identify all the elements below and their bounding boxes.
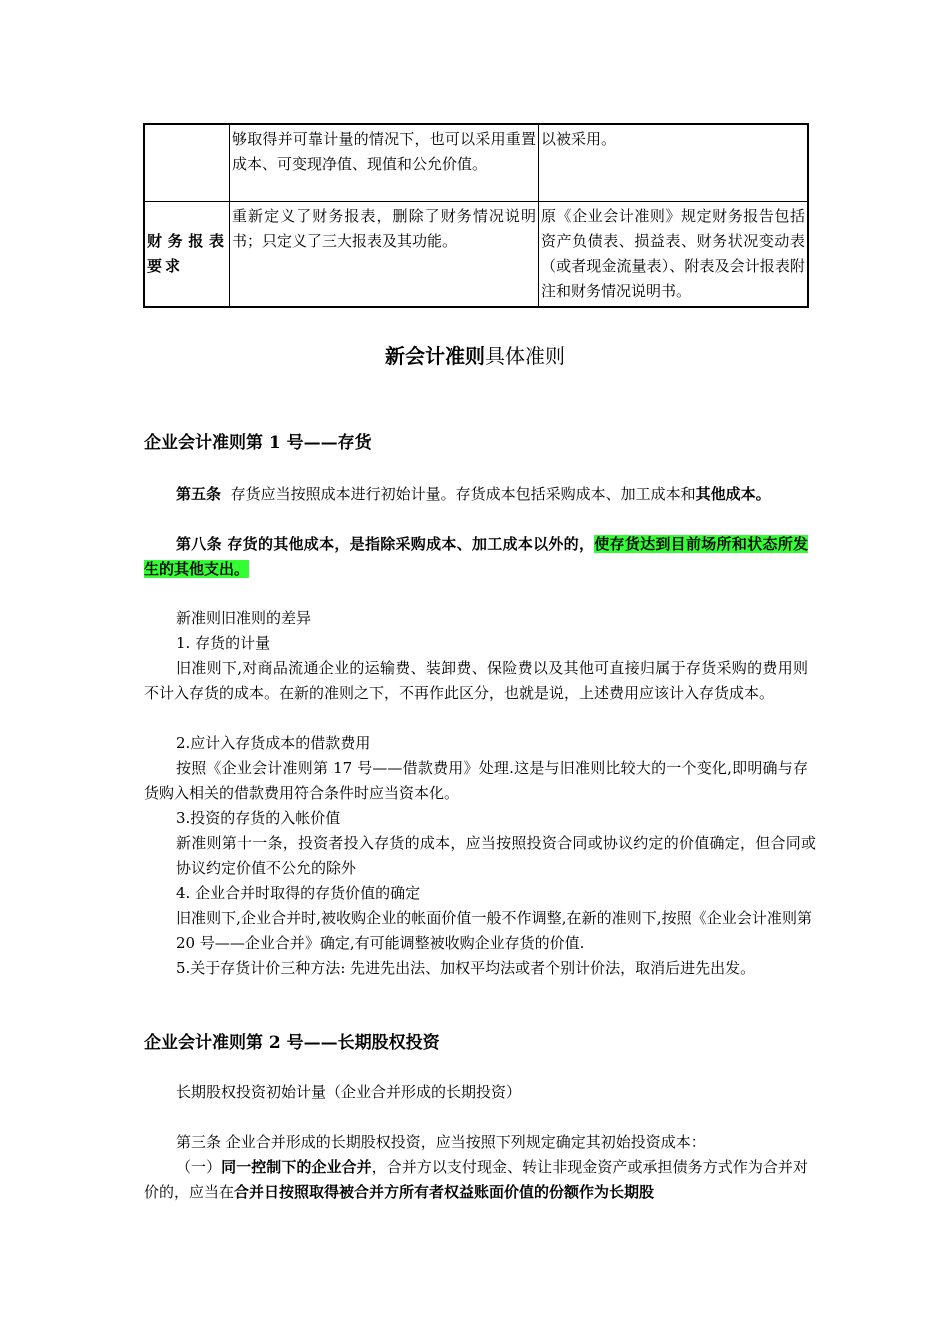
- item-2-text: 按照《企业会计准则第 17 号——借款费用》处理.这是与旧准则比较大的一个变化,即明确与存货购入相关的借款费用符合条件时应当资本化。: [144, 759, 808, 802]
- article-5: [144, 482, 808, 507]
- row-label: [145, 125, 230, 202]
- row-label: 财务报表要求: [145, 202, 230, 307]
- article-8-bold: 第八条 存货的其他成本，是指除采购成本、加工成本以外的，: [176, 535, 595, 553]
- item-3-title: 3.投资的存货的入帐价值: [176, 809, 341, 827]
- section-2-subtitle: 长期股权投资初始计量（企业合并形成的长期投资）: [176, 1083, 522, 1101]
- item-1-marker: （一）: [176, 1158, 222, 1176]
- old-standard-cell: 原《企业会计准则》规定财务报告包括资产负债表、损益表、财务状况变动表（或者现金流量表）、附表及会计报表附注和财务情况说明书。: [539, 202, 808, 307]
- item-3-text: 新准则第十一条，投资者投入存货的成本，应当按照投资合同或协议约定的价值确定，但合同或协议约定价值不公允的除外: [176, 834, 816, 877]
- new-standard-cell: 重新定义了财务报表，删除了财务情况说明书；只定义了三大报表及其功能。: [230, 202, 539, 307]
- new-standard-cell: 够取得并可靠计量的情况下，也可以采用重置成本、可变现净值、现值和公允价值。: [230, 125, 539, 202]
- article-3: 第三条 企业合并形成的长期股权投资，应当按照下列规定确定其初始投资成本：: [176, 1133, 706, 1151]
- article-5-bold: 其他成本。: [695, 485, 771, 503]
- title-bold: 新会计准则: [385, 344, 485, 368]
- article-8: [144, 532, 808, 582]
- comparison-table: [144, 124, 808, 307]
- item-4-text: 旧准则下,企业合并时,被收购企业的帐面价值一般不作调整,在新的准则下,按照《企业会计准则第 20 号——企业合并》确定,有可能调整被收购企业存货的价值.: [176, 909, 812, 952]
- item-1-title: 1. 存货的计量: [176, 634, 271, 652]
- old-standard-cell: 以被采用。: [539, 125, 808, 202]
- item-1-text-bold: 合并日按照取得被合并方所有者权益账面价值的份额作为长期股: [234, 1183, 655, 1201]
- item-2-title: 2.应计入存货成本的借款费用: [176, 734, 371, 752]
- diff-title: 新准则旧准则的差异: [176, 609, 312, 627]
- article-3-item-1: [144, 1155, 808, 1205]
- article-5-label: 第五条: [176, 485, 222, 503]
- title-normal: 具体准则: [485, 344, 565, 368]
- article-5-text: 存货应当按照成本进行初始计量。存货成本包括采购成本、加工成本和: [230, 485, 696, 503]
- page-title: [0, 342, 950, 370]
- item-1-text-a: ，合并方以支付现金、转让非现金资产或承担债务方式作为合并对价的，应当在: [144, 1158, 808, 1201]
- article-8-highlight: 使存货达到目前场所和状态所发生的其他支出。: [144, 535, 808, 578]
- section-heading-inventory: 企业会计准则第 1 号——存货: [144, 433, 372, 453]
- item-1-bold: 同一控制下的企业合并: [221, 1158, 372, 1176]
- table-row: [145, 202, 808, 307]
- item-1-text: 旧准则下,对商品流通企业的运输费、装卸费、保险费以及其他可直接归属于存货采购的费用则不计入存货的成本。在新的准则之下，不再作此区分，也就是说，上述费用应该计入存货成本。: [144, 659, 808, 702]
- section-heading-equity: 企业会计准则第 2 号——长期股权投资: [144, 1033, 440, 1053]
- table-row: [145, 125, 808, 202]
- item-4-title: 4. 企业合并时取得的存货价值的确定: [176, 884, 421, 902]
- item-5-text: 5.关于存货计价三种方法: 先进先出法、加权平均法或者个别计价法，取消后进先出发。: [176, 959, 756, 977]
